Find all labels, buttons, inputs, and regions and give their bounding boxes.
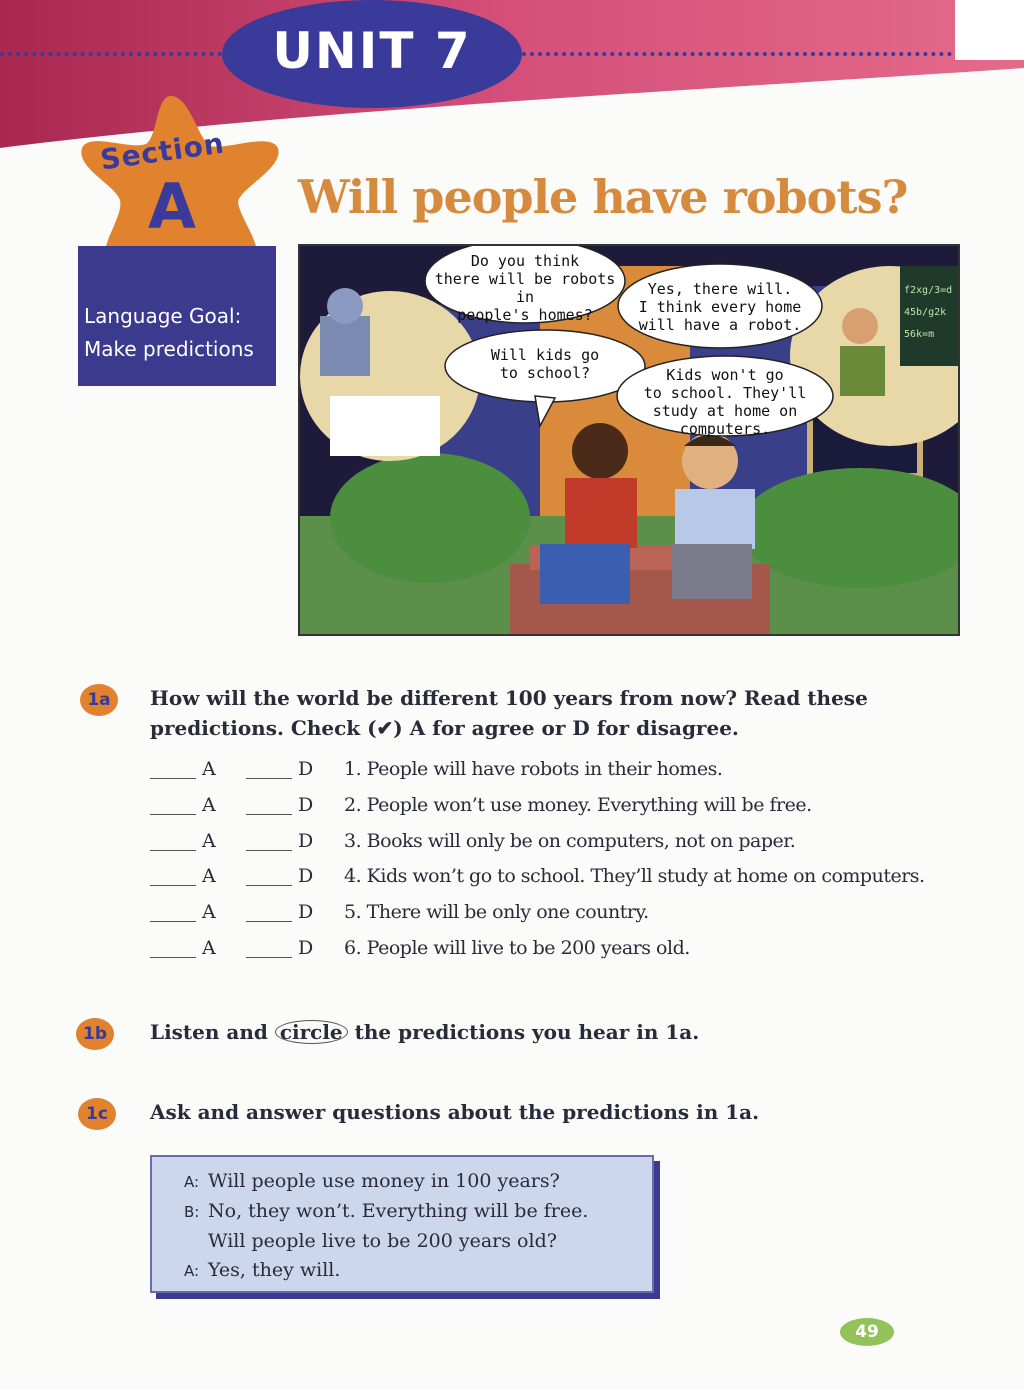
circle-word: circle <box>275 1020 348 1044</box>
exercise-badge-1c: 1c <box>78 1098 116 1130</box>
agree-label: A <box>202 793 216 816</box>
agree-label: A <box>202 937 216 959</box>
disagree-label: D <box>298 829 314 852</box>
dialog-line: A: Will people use money in 100 years? <box>184 1170 560 1192</box>
language-goal-value: Make predictions <box>84 337 254 361</box>
agree-blank[interactable] <box>150 885 196 886</box>
agree-label: A <box>202 865 216 888</box>
agree-blank[interactable] <box>150 814 196 815</box>
disagree-label: D <box>298 937 314 959</box>
prediction-text: 5. There will be only one country. <box>344 901 649 924</box>
disagree-blank[interactable] <box>246 885 292 886</box>
disagree-label: D <box>298 758 314 780</box>
exercise-badge-1a: 1a <box>80 684 118 716</box>
bubble-school-question: Will kids go to school? <box>490 346 600 382</box>
exercise-1b-before: Listen and <box>150 1020 268 1044</box>
section-label: Section <box>98 126 227 177</box>
prediction-text: 3. Books will only be on computers, not on paper. <box>344 829 796 852</box>
disagree-blank[interactable] <box>246 957 292 958</box>
disagree-blank[interactable] <box>246 778 292 779</box>
dotted-rule-left <box>0 52 222 56</box>
prediction-row <box>150 937 970 967</box>
disagree-blank[interactable] <box>246 921 292 922</box>
bubble-robots-question: Do you think there will be robots in people's homes? <box>434 252 616 324</box>
dialog-line: A: Yes, they will. <box>184 1259 341 1281</box>
dialog-box <box>150 1155 654 1293</box>
agree-blank[interactable] <box>150 921 196 922</box>
prediction-text: 2. People won’t use money. Everything will be free. <box>344 793 812 816</box>
disagree-label: D <box>298 793 314 816</box>
agree-label: A <box>202 829 216 852</box>
agree-blank[interactable] <box>150 957 196 958</box>
section-letter: A <box>148 170 196 243</box>
page-title: Will people have robots? <box>298 170 908 224</box>
language-goal-box <box>78 246 276 386</box>
prediction-row <box>150 830 970 860</box>
disagree-blank[interactable] <box>246 814 292 815</box>
computer-screen-text: f2xg/3=d 45b/g2k 56k=m <box>904 285 953 340</box>
exercise-badge-1b: 1b <box>76 1018 114 1050</box>
prediction-row <box>150 865 970 895</box>
exercise-1a-instruction: How will the world be different 100 years from now? Read these predictions. Check (✔) A for agree or D for disagree. <box>150 686 868 740</box>
dialog-line: Will people live to be 200 years old? <box>208 1230 557 1252</box>
dialog-line: B: No, they won’t. Everything will be free. <box>184 1200 589 1222</box>
exercise-1b-after: the predictions you hear in 1a. <box>354 1020 700 1044</box>
dotted-rule-right <box>522 52 952 56</box>
unit-title: UNIT 7 <box>272 22 472 80</box>
agree-blank[interactable] <box>150 850 196 851</box>
page-number: 49 <box>840 1318 894 1346</box>
prediction-row <box>150 758 970 788</box>
prediction-text: 1. People will have robots in their homes. <box>344 758 723 780</box>
language-goal-label: Language Goal: <box>84 304 242 328</box>
disagree-label: D <box>298 865 314 888</box>
exercise-1b-instruction <box>150 1017 699 1047</box>
agree-blank[interactable] <box>150 778 196 779</box>
disagree-label: D <box>298 901 314 924</box>
bubble-school-answer: Kids won't go to school. They'll study at home on computers. <box>643 366 807 438</box>
agree-label: A <box>202 901 216 924</box>
disagree-blank[interactable] <box>246 850 292 851</box>
prediction-row <box>150 794 970 824</box>
prediction-text: 6. People will live to be 200 years old. <box>344 937 690 959</box>
bubble-robots-answer: Yes, there will. I think every home will have a robot. <box>638 280 802 334</box>
exercise-1c-instruction: Ask and answer questions about the predictions in 1a. <box>150 1100 760 1124</box>
prediction-row <box>150 901 970 931</box>
agree-label: A <box>202 758 216 780</box>
comic-illustration <box>298 244 960 636</box>
prediction-text: 4. Kids won’t go to school. They’ll study at home on computers. <box>344 865 925 888</box>
